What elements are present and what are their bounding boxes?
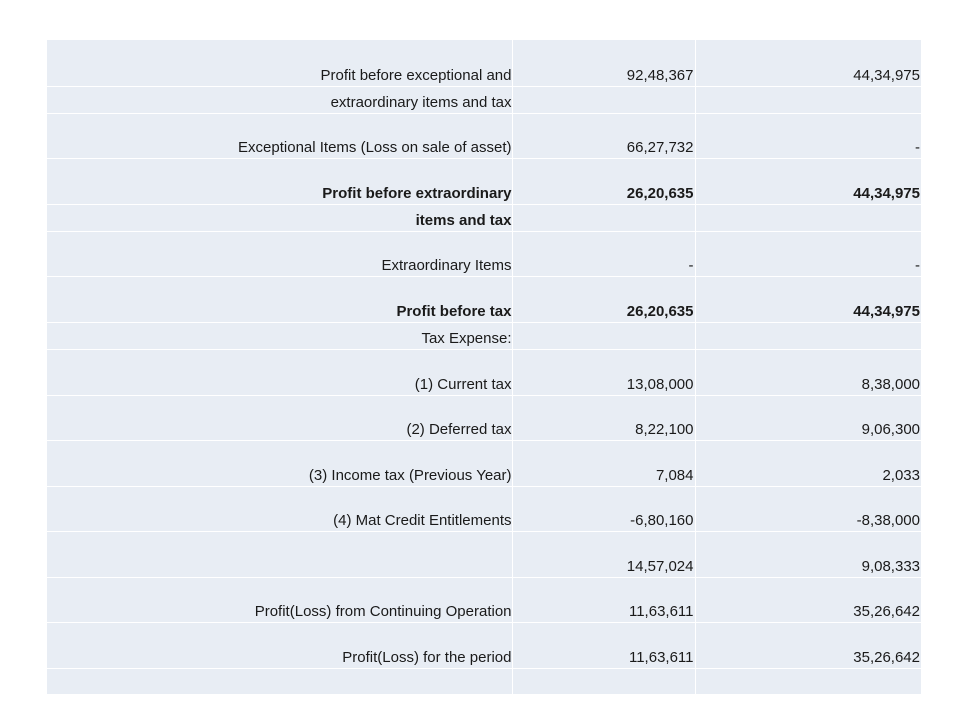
previous-year-value: 8,38,000 (695, 349, 921, 395)
current-year-value: - (512, 231, 695, 276)
row-label: Profit(Loss) from Continuing Operation (47, 577, 512, 622)
table-row (47, 531, 921, 577)
row-label: Profit before extraordinary (47, 158, 512, 204)
current-year-value: 13,08,000 (512, 349, 695, 395)
previous-year-value: - (695, 113, 921, 158)
current-year-value: 11,63,611 (512, 577, 695, 622)
previous-year-value: 35,26,642 (695, 577, 921, 622)
row-label: (3) Income tax (Previous Year) (47, 440, 512, 486)
profit-loss-table (47, 40, 921, 695)
row-label (47, 531, 512, 577)
table-row (47, 486, 921, 531)
table-row (47, 349, 921, 395)
table-row (47, 440, 921, 486)
current-year-value: 14,57,024 (512, 531, 695, 577)
previous-year-value (695, 204, 921, 231)
previous-year-value: 44,34,975 (695, 158, 921, 204)
table-row (47, 577, 921, 622)
previous-year-value: -8,38,000 (695, 486, 921, 531)
table-row (47, 276, 921, 322)
previous-year-value (695, 86, 921, 113)
row-label: Profit(Loss) for the period (47, 622, 512, 668)
row-label: (2) Deferred tax (47, 395, 512, 440)
current-year-value: 26,20,635 (512, 276, 695, 322)
table-row (47, 322, 921, 349)
row-label: Profit before exceptional and (47, 40, 512, 86)
table-row (47, 622, 921, 668)
row-label: extraordinary items and tax (47, 86, 512, 113)
row-label (47, 668, 512, 694)
current-year-value: 26,20,635 (512, 158, 695, 204)
table-row (47, 204, 921, 231)
row-label: items and tax (47, 204, 512, 231)
table-row (47, 40, 921, 86)
table-row (47, 86, 921, 113)
table-row (47, 113, 921, 158)
table-row (47, 395, 921, 440)
previous-year-value: 44,34,975 (695, 40, 921, 86)
row-label: Profit before tax (47, 276, 512, 322)
row-label: Exceptional Items (Loss on sale of asset) (47, 113, 512, 158)
table-row (47, 668, 921, 694)
current-year-value: 92,48,367 (512, 40, 695, 86)
row-label: (4) Mat Credit Entitlements (47, 486, 512, 531)
current-year-value (512, 86, 695, 113)
current-year-value: 11,63,611 (512, 622, 695, 668)
previous-year-value: 44,34,975 (695, 276, 921, 322)
row-label: Tax Expense: (47, 322, 512, 349)
previous-year-value: 35,26,642 (695, 622, 921, 668)
previous-year-value: 2,033 (695, 440, 921, 486)
row-label: (1) Current tax (47, 349, 512, 395)
previous-year-value: 9,06,300 (695, 395, 921, 440)
current-year-value: 8,22,100 (512, 395, 695, 440)
table-row (47, 158, 921, 204)
table-row (47, 231, 921, 276)
profit-loss-table-body (47, 40, 921, 694)
row-label: Extraordinary Items (47, 231, 512, 276)
current-year-value (512, 204, 695, 231)
previous-year-value: 9,08,333 (695, 531, 921, 577)
previous-year-value (695, 322, 921, 349)
current-year-value: 7,084 (512, 440, 695, 486)
current-year-value (512, 668, 695, 694)
previous-year-value (695, 668, 921, 694)
current-year-value: 66,27,732 (512, 113, 695, 158)
current-year-value (512, 322, 695, 349)
current-year-value: -6,80,160 (512, 486, 695, 531)
previous-year-value: - (695, 231, 921, 276)
